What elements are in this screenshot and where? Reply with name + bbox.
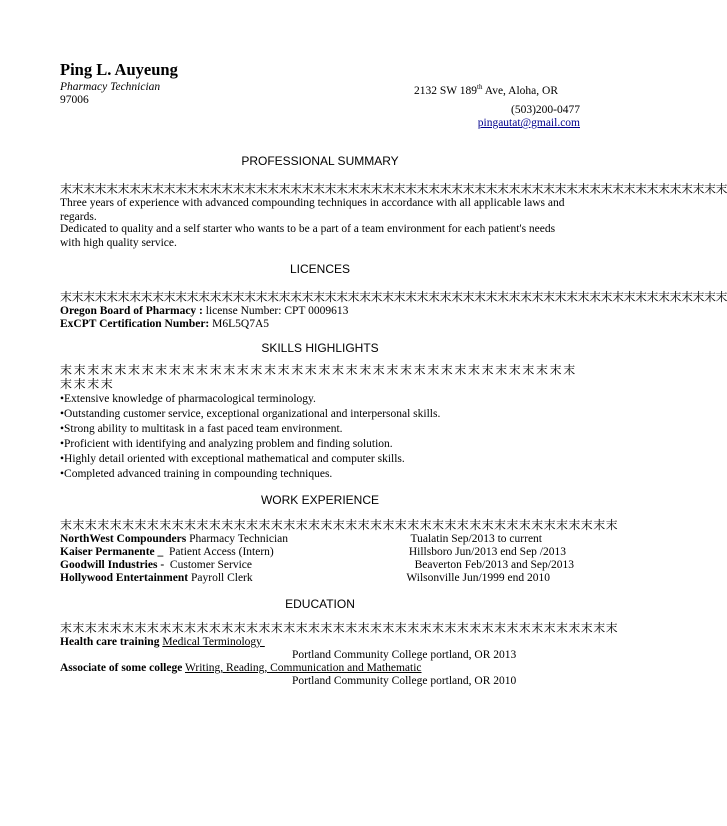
excpt-value: M6L5Q7A5 bbox=[209, 318, 270, 330]
oregon-license-label: Oregon Board of Pharmacy : bbox=[60, 305, 203, 317]
summary-paragraph-2: Dedicated to quality and a self starter who wants to be a part of a team environment for each patient's needs with high quality service. bbox=[60, 223, 556, 249]
job-location-dates: Wilsonville Jun/1999 end 2010 bbox=[406, 572, 550, 584]
excpt-certification bbox=[60, 317, 269, 331]
skill-text: Strong ability to multitask in a fast paced team environment. bbox=[64, 423, 343, 435]
address-superscript: th bbox=[477, 83, 483, 91]
separator: 末末末末末末末末末末末末末末末末末末末末末末末末末末末末末末末末末末末末末末末末末末末末末末末末末末末末末末末末末末 bbox=[60, 290, 727, 304]
education-heading: EDUCATION bbox=[285, 597, 355, 611]
separator: 末末末末末末末末末末末末末末末末末末末末末末末末末末末末末末末末末末末末末末 bbox=[60, 363, 577, 377]
job-location-dates: Tualatin Sep/2013 to current bbox=[410, 533, 542, 545]
oregon-license bbox=[60, 304, 348, 318]
job-row bbox=[60, 545, 580, 559]
job-employer: Hollywood Entertainment bbox=[60, 572, 189, 584]
education-entry bbox=[60, 661, 422, 675]
applicant-name: Ping L. Auyeung bbox=[60, 60, 178, 79]
skill-item: •Completed advanced training in compounding techniques. bbox=[60, 468, 333, 480]
job-employer: NorthWest Compounders bbox=[60, 533, 187, 545]
education-course: Medical Terminology bbox=[162, 636, 265, 648]
phone: (503)200-0477 bbox=[511, 104, 580, 116]
skill-item: •Outstanding customer service, exceptional organizational and interpersonal skills. bbox=[60, 408, 441, 420]
job-row bbox=[60, 571, 580, 585]
skill-text: Completed advanced training in compounding techniques. bbox=[64, 468, 333, 480]
address-street: 2132 SW 189 bbox=[414, 84, 478, 97]
summary-paragraph-1: Three years of experience with advanced compounding techniques in accordance with all applicable laws and regards. bbox=[60, 197, 565, 223]
education-label: Health care training bbox=[60, 636, 160, 648]
skill-text: Extensive knowledge of pharmacological terminology. bbox=[64, 393, 316, 405]
education-school: Portland Community College portland, OR 2013 bbox=[292, 649, 517, 661]
skill-text: Highly detail oriented with exceptional mathematical and computer skills. bbox=[64, 453, 405, 465]
separator: 末末末末末末末末末末末末末末末末末末末末末末末末末末末末末末末末末末末末末末末末末末末末末 bbox=[60, 518, 619, 532]
skill-text: Outstanding customer service, exceptional organizational and interpersonal skills. bbox=[64, 408, 441, 420]
job-role: Patient Access (Intern) bbox=[163, 546, 274, 558]
job-employer: Goodwill Industries - bbox=[60, 559, 165, 571]
licences-heading: LICENCES bbox=[289, 262, 351, 276]
job-role: Customer Service bbox=[164, 559, 252, 571]
separator: 末末末末末末末末末末末末末末末末末末末末末末末末末末末末末末末末末末末末末末末末末末末末末末末末末末末末末末末末末末 bbox=[60, 182, 727, 196]
skill-item: •Highly detail oriented with exceptional mathematical and computer skills. bbox=[60, 453, 405, 465]
skills-heading: SKILLS HIGHLIGHTS bbox=[261, 341, 379, 355]
address-line-2: 97006 bbox=[60, 94, 89, 106]
work-heading: WORK EXPERIENCE bbox=[260, 493, 380, 507]
job-employer: Kaiser Permanente _ bbox=[60, 546, 164, 558]
job-row bbox=[60, 558, 580, 572]
education-label: Associate of some college bbox=[60, 662, 183, 674]
address-city: Ave, Aloha, OR bbox=[482, 84, 558, 97]
job-role: Pharmacy Technician bbox=[186, 533, 288, 545]
skill-item: •Strong ability to multitask in a fast paced team environment. bbox=[60, 423, 343, 435]
resume-page bbox=[60, 0, 727, 826]
separator: 末末末末末末末末末末末末末末末末末末末末末末末末末末末末末末末末末末末末末末末末末末末末末 bbox=[60, 621, 619, 635]
job-location-dates: Beaverton Feb/2013 and Sep/2013 bbox=[414, 559, 574, 571]
skill-item: •Extensive knowledge of pharmacological terminology. bbox=[60, 393, 316, 405]
skill-text: Proficient with identifying and analyzing problem and finding solution. bbox=[64, 438, 393, 450]
skill-item: •Proficient with identifying and analyzing problem and finding solution. bbox=[60, 438, 393, 450]
job-title: Pharmacy Technician bbox=[60, 81, 161, 93]
address-line-1 bbox=[414, 80, 558, 98]
education-school: Portland Community College portland, OR 2010 bbox=[292, 675, 517, 687]
job-location-dates: Hillsboro Jun/2013 end Sep /2013 bbox=[408, 546, 566, 558]
summary-heading: PROFESSIONAL SUMMARY bbox=[241, 154, 399, 168]
email-link[interactable]: pingautat@gmail.com bbox=[477, 117, 580, 129]
separator: 末末末末 bbox=[60, 377, 115, 391]
education-entry bbox=[60, 635, 265, 649]
education-course: Writing, Reading, Communication and Mathematic bbox=[184, 662, 422, 674]
oregon-license-value: license Number: CPT 0009613 bbox=[202, 305, 349, 317]
excpt-label: ExCPT Certification Number: bbox=[60, 318, 210, 330]
job-row bbox=[60, 532, 580, 546]
job-role: Payroll Clerk bbox=[188, 572, 253, 584]
